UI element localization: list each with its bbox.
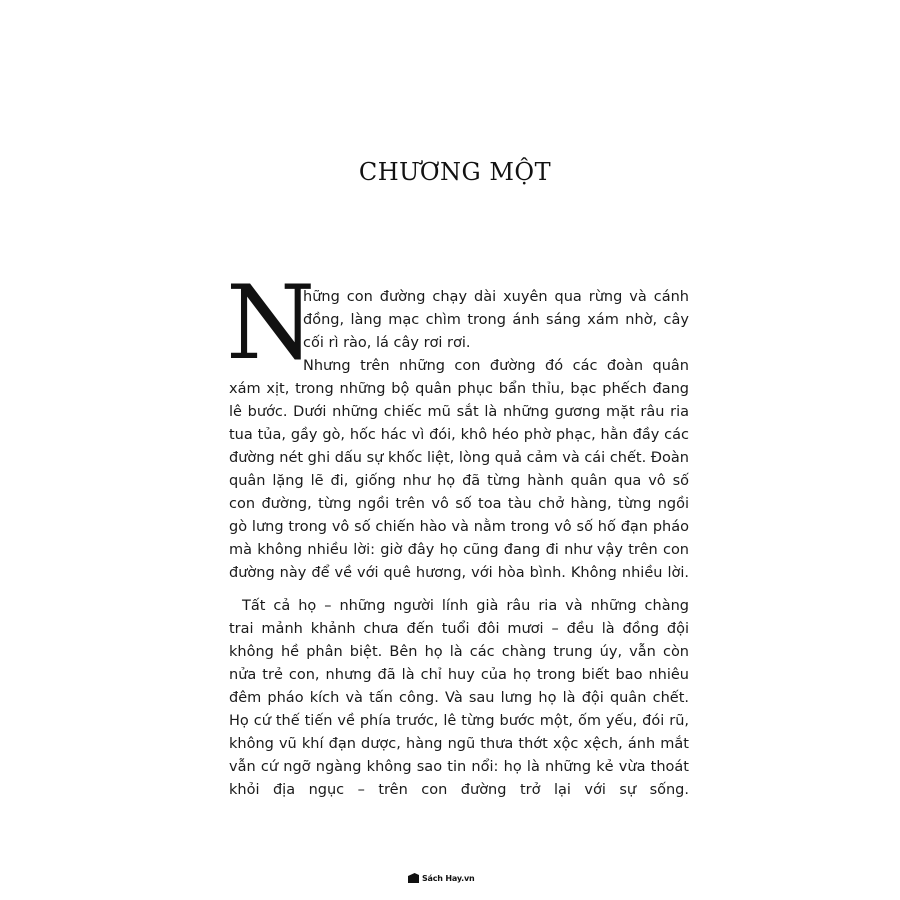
watermark-text: Sách Hay.vn xyxy=(422,873,475,883)
text-line: đồng, làng mạc chìm trong ánh sáng xám nhờ, cây xyxy=(303,312,689,328)
paragraph xyxy=(229,595,689,802)
text-line: xám xịt, trong những bộ quân phục bẩn thỉu, bạc phếch đang xyxy=(229,381,689,397)
text-line: đêm pháo kích và tấn công. Và sau lưng họ là đội quân chết. xyxy=(229,690,689,706)
text-line: vẫn cứ ngỡ ngàng không sao tin nổi: họ là những kẻ vừa thoát xyxy=(229,759,689,775)
text-line: nửa trẻ con, nhưng đã là chỉ huy của họ trong biết bao nhiêu xyxy=(229,667,689,683)
text-line: không hề phân biệt. Bên họ là các chàng trung úy, vẫn còn xyxy=(229,644,689,660)
chapter-body xyxy=(226,264,689,802)
chapter-title: CHƯƠNG MỘT xyxy=(358,158,552,186)
text-line: Nhưng trên những con đường đó các đoàn quân xyxy=(303,358,689,374)
text-line: đường nét ghi dấu sự khốc liệt, lòng quả cảm và cái chết. Đoàn xyxy=(229,450,689,466)
drop-cap: N xyxy=(226,264,316,383)
text-line: đường này để về với quê hương, với hòa bình. Không nhiều lời. xyxy=(229,565,689,581)
paragraph-gap xyxy=(229,585,689,595)
text-line: quân lặng lẽ đi, giống như họ đã từng hành quân qua vô số xyxy=(229,473,689,489)
text-line: con đường, từng ngồi trên vô số toa tàu chở hàng, từng ngồi xyxy=(229,496,689,512)
text-line: tua tủa, gầy gò, hốc hác vì đói, khô héo phờ phạc, hằn đầy các xyxy=(229,427,689,443)
text-line: hững con đường chạy dài xuyên qua rừng và cánh xyxy=(303,289,689,305)
text-line: khỏi địa ngục – trên con đường trở lại với sự sống. xyxy=(229,782,689,798)
text-line: lê bước. Dưới những chiếc mũ sắt là những gương mặt râu ria xyxy=(229,404,689,420)
text-line: mà không nhiều lời: giờ đây họ cũng đang đi như vậy trên con xyxy=(229,542,689,558)
text-line: cối rì rào, lá cây rơi rơi. xyxy=(303,335,471,351)
watermark-logo xyxy=(408,871,474,885)
text-line: trai mảnh khảnh chưa đến tuổi đôi mươi – đều là đồng đội xyxy=(229,621,689,637)
text-line: gò lưng trong vô số chiến hào và nằm trong vô số hố đạn pháo xyxy=(229,519,689,535)
paragraph xyxy=(229,355,689,585)
book-icon xyxy=(408,873,419,883)
text-line: Họ cứ thế tiến về phía trước, lê từng bước một, ốm yếu, đói rũ, xyxy=(229,713,689,729)
text-line: không vũ khí đạn dược, hàng ngũ thưa thớt xộc xệch, ánh mắt xyxy=(229,736,689,752)
text-line: Tất cả họ – những người lính già râu ria và những chàng xyxy=(242,598,689,614)
